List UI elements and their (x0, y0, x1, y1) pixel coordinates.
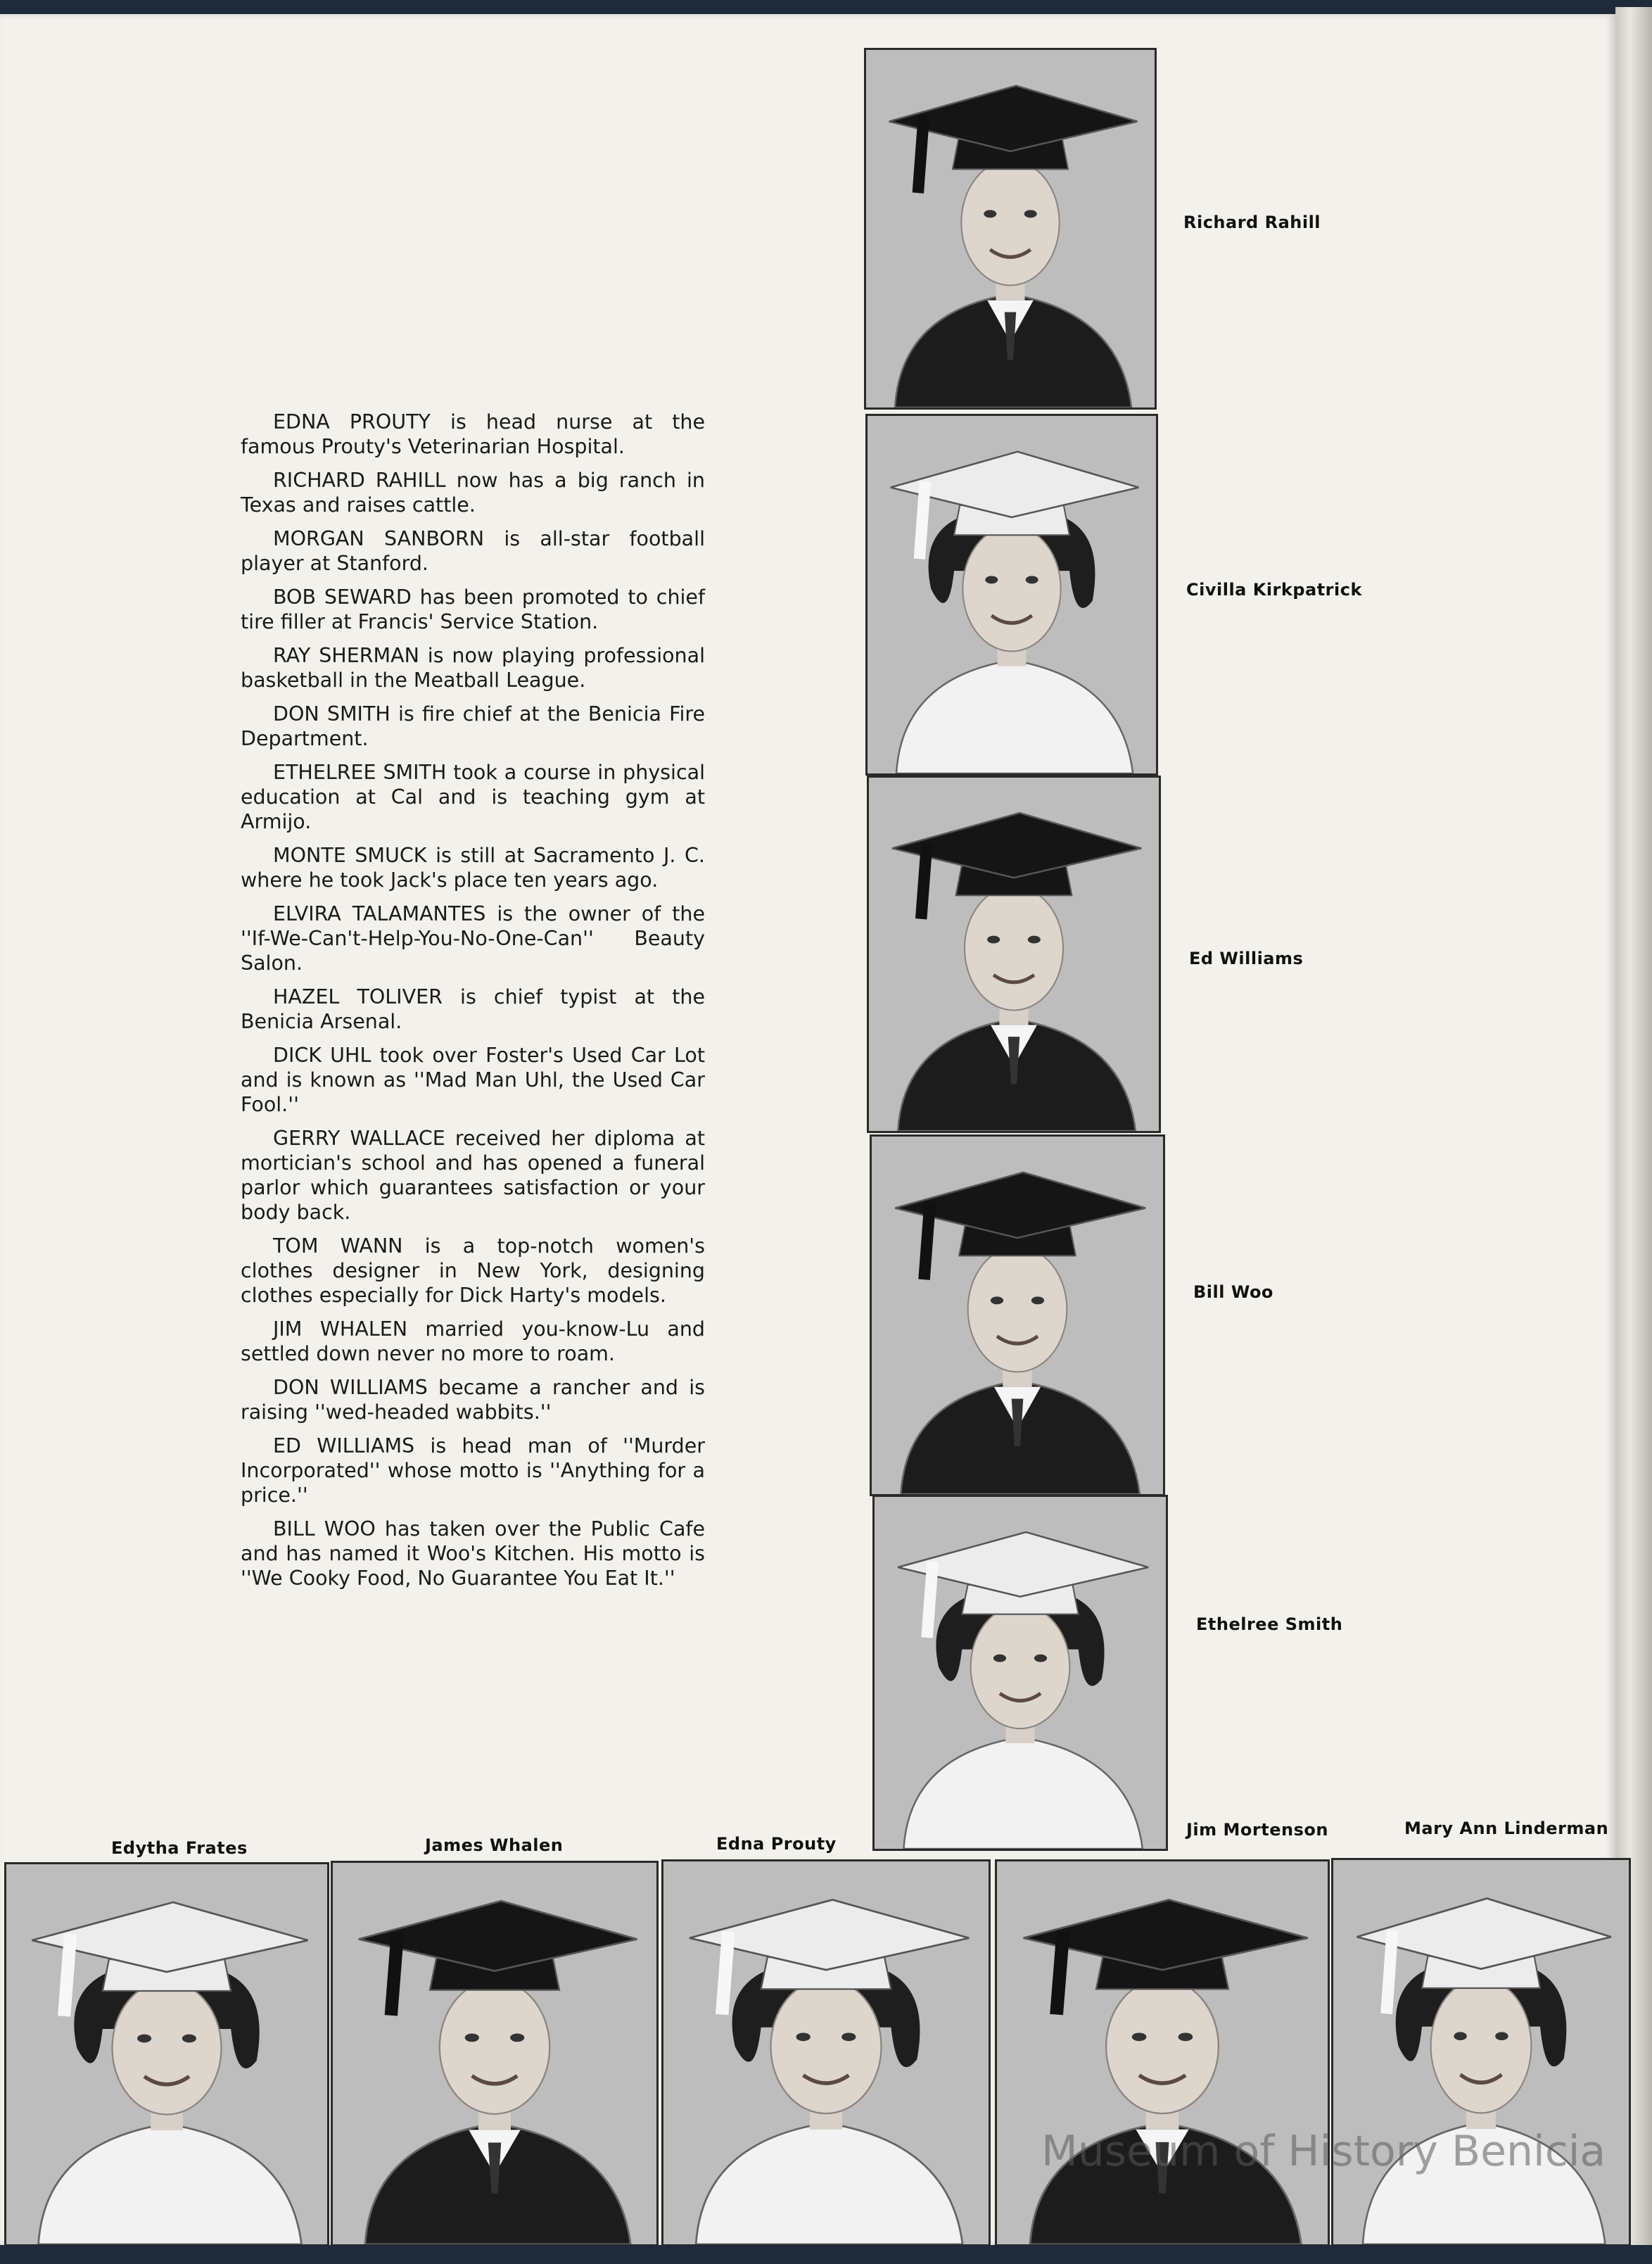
portrait-photo (865, 414, 1158, 776)
portrait-photo (867, 776, 1161, 1133)
prophecy-paragraph: ETHELREE SMITH took a course in physical education at Cal and is teaching gym at Armijo. (241, 761, 705, 833)
prophecy-paragraph: RAY SHERMAN is now playing professional basketball in the Meatball League. (241, 644, 705, 692)
museum-watermark: Museum of History Benicia (1041, 2127, 1606, 2176)
prophecy-paragraph: DON WILLIAMS became a rancher and is raising ''wed-headed wabbits.'' (241, 1376, 705, 1424)
portrait-photo (331, 1861, 659, 2246)
portrait-caption: Mary Ann Linderman (1404, 1819, 1609, 1838)
prophecy-paragraph: MONTE SMUCK is still at Sacramento J. C. where he took Jack's place ten years ago. (241, 844, 705, 892)
portrait-caption: Edna Prouty (716, 1834, 837, 1854)
prophecy-paragraph: MORGAN SANBORN is all-star football player at Stanford. (241, 527, 705, 575)
prophecy-paragraph: ELVIRA TALAMANTES is the owner of the ''If-We-Can't-Help-You-No-One-Can'' Beauty Salon. (241, 902, 705, 975)
portrait-photo (4, 1862, 329, 2246)
prophecy-paragraph: BOB SEWARD has been promoted to chief tire filler at Francis' Service Station. (241, 586, 705, 633)
prophecy-paragraph: EDNA PROUTY is head nurse at the famous Prouty's Veterinarian Hospital. (241, 410, 705, 458)
prophecy-paragraph: DON SMITH is fire chief at the Benicia Fire Department. (241, 702, 705, 750)
prophecy-paragraph: GERRY WALLACE received her diploma at mortician's school and has opened a funeral parlor which guarantees satisfaction or your body back. (241, 1127, 705, 1224)
portrait-caption: Jim Mortenson (1186, 1820, 1328, 1840)
portrait-caption: Ethelree Smith (1196, 1614, 1343, 1634)
prophecy-paragraph: BILL WOO has taken over the Public Cafe and has named it Woo's Kitchen. His motto is ''We Cooky Food, No Guarantee You Eat It.'' (241, 1517, 705, 1590)
portrait-photo (870, 1134, 1165, 1496)
prophecy-paragraph: RICHARD RAHILL now has a big ranch in Texas and raises cattle. (241, 469, 705, 517)
prophecy-paragraph: ED WILLIAMS is head man of ''Murder Incorporated'' whose motto is ''Anything for a price.'' (241, 1434, 705, 1507)
prophecy-paragraph: HAZEL TOLIVER is chief typist at the Benicia Arsenal. (241, 985, 705, 1033)
portrait-caption: James Whalen (425, 1835, 564, 1855)
portrait-photo (661, 1859, 991, 2246)
prophecy-paragraph: DICK UHL took over Foster's Used Car Lot and is known as ''Mad Man Uhl, the Used Car Fool.'' (241, 1044, 705, 1116)
portrait-photo (872, 1495, 1168, 1851)
prophecy-paragraph: JIM WHALEN married you-know-Lu and settled down never no more to roam. (241, 1317, 705, 1365)
portrait-caption: Richard Rahill (1183, 213, 1321, 232)
portrait-caption: Edytha Frates (111, 1838, 248, 1858)
portrait-photo (1331, 1858, 1631, 2246)
portrait-caption: Bill Woo (1193, 1282, 1273, 1302)
scan-border (0, 2245, 1652, 2264)
prophecy-column (241, 410, 705, 1600)
portrait-caption: Civilla Kirkpatrick (1186, 580, 1362, 600)
portrait-photo (995, 1859, 1330, 2246)
portrait-photo (864, 48, 1157, 410)
prophecy-paragraph: TOM WANN is a top-notch women's clothes designer in New York, designing clothes especially for Dick Harty's models. (241, 1234, 705, 1307)
portrait-caption: Ed Williams (1189, 949, 1304, 968)
